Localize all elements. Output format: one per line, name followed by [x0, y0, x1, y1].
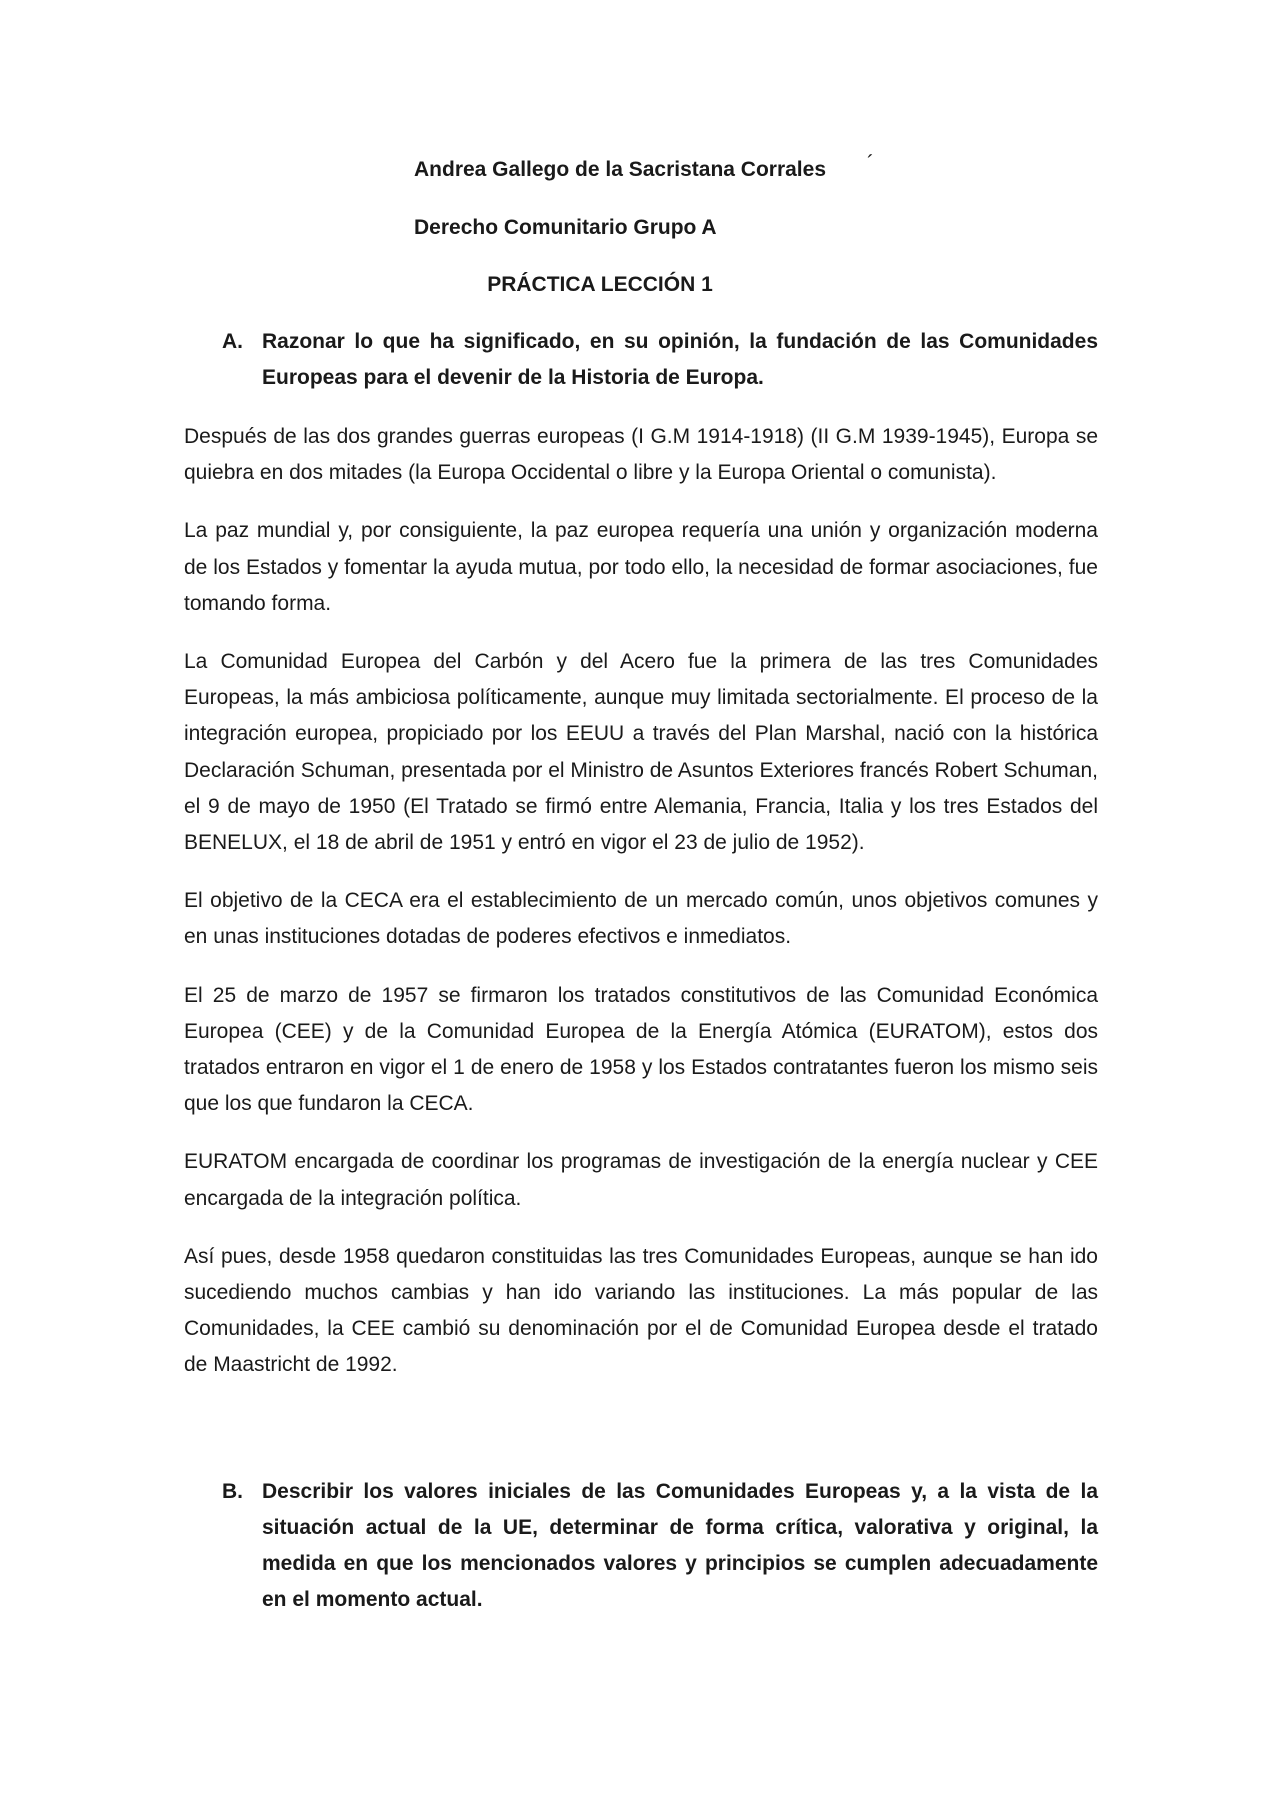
paragraph: El objetivo de la CECA era el establecimiento de un mercado común, unos objetivos comunes y en unas instituciones dotadas de poderes efectivos e inmediatos.: [184, 889, 1098, 949]
question-a-letter: A.: [222, 330, 243, 353]
practice-title: PRÁCTICA LECCIÓN 1: [487, 273, 713, 296]
question-a-text: Razonar lo que ha significado, en su opinión, la fundación de las Comunidades Europeas para el devenir de la Historia de Europa.: [262, 330, 1098, 389]
stray-accent-mark: ´: [867, 152, 874, 175]
paragraph: Después de las dos grandes guerras europeas (I G.M 1914-1918) (II G.M 1939-1945), Europa se quiebra en dos mitades (la Europa Occidental o libre y la Europa Oriental o comunista).: [184, 425, 1098, 485]
paragraph: EURATOM encargada de coordinar los programas de investigación de la energía nuclear y CEE encargada de la integración política.: [184, 1150, 1098, 1210]
question-b-text: Describir los valores iniciales de las Comunidades Europeas y, a la vista de la situación actual de la UE, determinar de forma crítica, valorativa y original, la medida en que los mencionados valores y principios se cumplen adecuadamente en el momento actual.: [262, 1480, 1098, 1611]
question-b-letter: B.: [222, 1480, 243, 1503]
paragraph: La paz mundial y, por consiguiente, la paz europea requería una unión y organización moderna de los Estados y fomentar la ayuda mutua, por todo ello, la necesidad de formar asociaciones, fue tomando forma.: [184, 519, 1098, 615]
paragraph: Así pues, desde 1958 quedaron constituidas las tres Comunidades Europeas, aunque se han ido sucediendo muchos cambias y han ido variando las instituciones. La más popular de las Comunidades, la CEE cambió su denominación por el de Comunidad Europea desde el tratado de Maastricht de 1992.: [184, 1244, 1098, 1377]
question-a: [222, 324, 1098, 396]
paragraph: El 25 de marzo de 1957 se firmaron los tratados constitutivos de las Comunidad Económica Europea (CEE) y de la Comunidad Europea de la Energía Atómica (EURATOM), estos dos tratados entraron en vigor el 1 de enero de 1958 y los Estados contratantes fueron los mismo seis que los que fundaron la CECA.: [184, 983, 1098, 1116]
paragraph: La Comunidad Europea del Carbón y del Acero fue la primera de las tres Comunidades Europeas, la más ambiciosa políticamente, aunque muy limitada sectorialmente. El proceso de la integración europea, propiciado por los EEUU a través del Plan Marshal, nació con la histórica Declaración Schuman, presentada por el Ministro de Asuntos Exteriores francés Robert Schuman, el 9 de mayo de 1950 (El Tratado se firmó entre Alemania, Francia, Italia y los tres Estados del BENELUX, el 18 de abril de 1951 y entró en vigor el 23 de julio de 1952).: [184, 650, 1098, 855]
question-b: [222, 1474, 1098, 1618]
answer-body: [184, 419, 1098, 1406]
author-name: Andrea Gallego de la Sacristana Corrales: [414, 158, 827, 181]
course-name: Derecho Comunitario Grupo A: [414, 216, 717, 239]
